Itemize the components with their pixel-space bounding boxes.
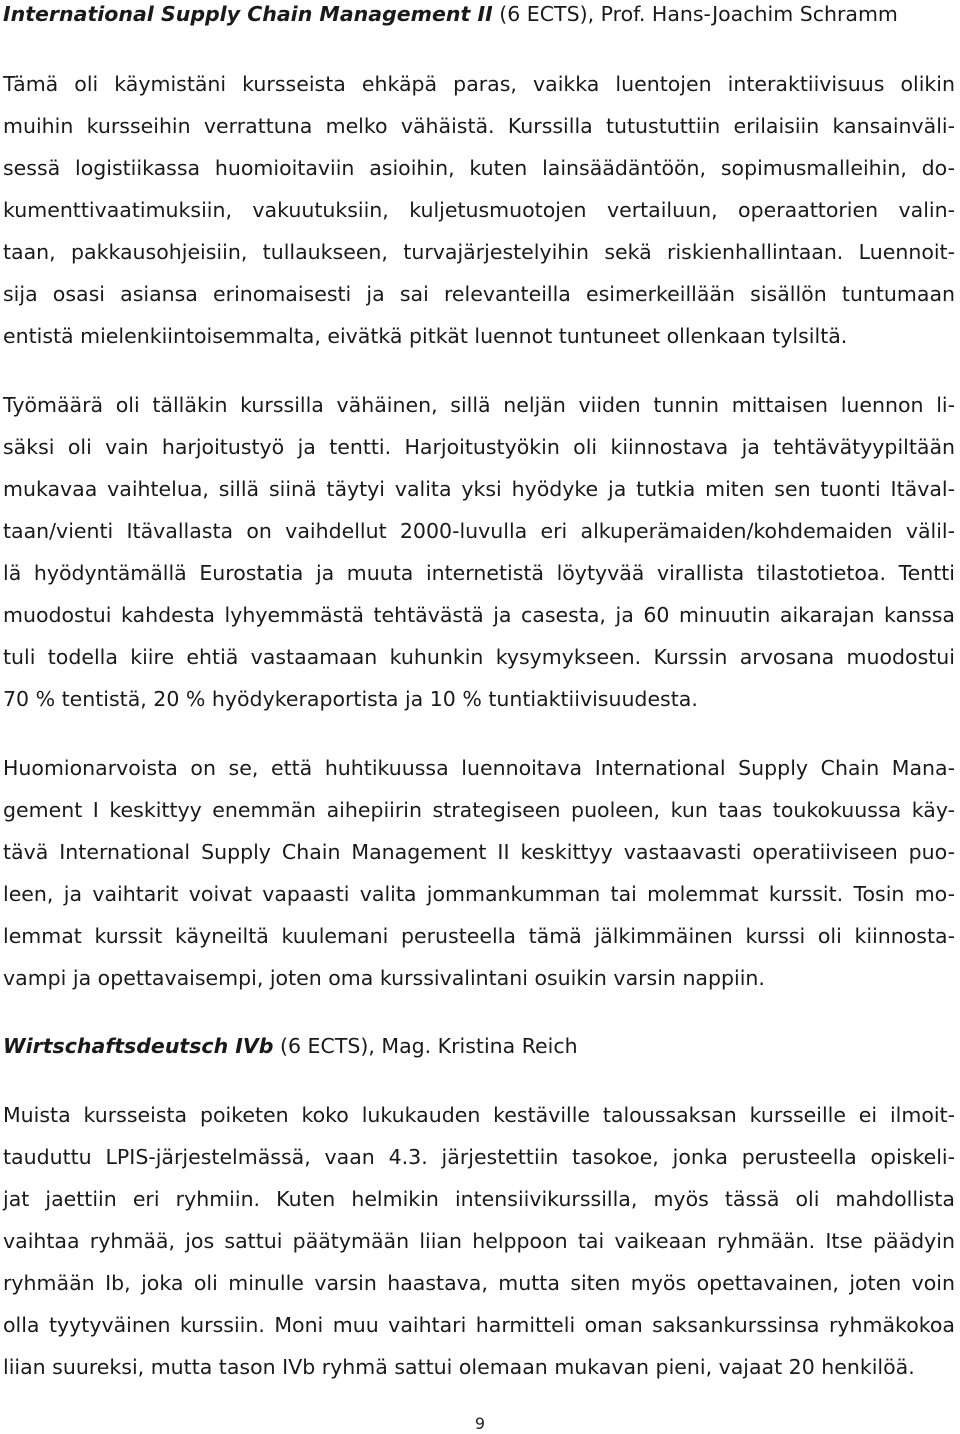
course-details: (6 ECTS), Mag. Kristina Reich xyxy=(273,1034,578,1058)
text-line: entistä mielenkiintoisemmalta, eivätkä pitkät luennot tuntuneet ollenkaan tylsiltä. xyxy=(3,324,848,348)
text-line: muihin kursseihin verrattuna melko vähäistä. Kurssilla tutustuttiin erilaisiin kansainväli- xyxy=(3,114,955,138)
text-line: sija osasi asiansa erinomaisesti ja sai relevanteilla esimerkeillään sisällön tuntumaan xyxy=(3,282,955,306)
text-line: Tämä oli käymistäni kursseista ehkäpä paras, vaikka luentojen interaktiivisuus olikin xyxy=(3,72,955,96)
text-line: 70 % tentistä, 20 % hyödykeraportista ja 10 % tuntiaktiivisuudesta. xyxy=(3,687,698,711)
text-line: ryhmään Ib, joka oli minulle varsin haastava, mutta siten myös opettavainen, joten voin xyxy=(3,1271,955,1295)
course-title: International Supply Chain Management II xyxy=(3,2,493,26)
text-line: gement I keskittyy enemmän aihepiirin strategiseen puoleen, kun taas toukokuussa käy- xyxy=(3,798,955,822)
course-details: (6 ECTS), Prof. Hans-Joachim Schramm xyxy=(492,2,898,26)
text-line: tävä International Supply Chain Management II keskittyy vastaavasti operatiiviseen puo- xyxy=(3,840,955,864)
text-line: Muista kursseista poiketen koko lukukauden kestäville taloussaksan kursseille ei ilmoit- xyxy=(3,1103,955,1127)
text-line: tauduttu LPIS-järjestelmässä, vaan 4.3. järjestettiin tasokoe, jonka perusteella opiskeli- xyxy=(3,1145,955,1169)
text-line: liian suureksi, mutta tason IVb ryhmä sattui olemaan mukavan pieni, vajaat 20 henkilöä. xyxy=(3,1355,915,1379)
text-line: muodostui kahdesta lyhyemmästä tehtävästä ja casesta, ja 60 minuutin aikarajan kanssa xyxy=(3,603,955,627)
text-line: säksi oli vain harjoitustyö ja tentti. Harjoitustyökin oli kiinnostava ja tehtävätyypiltään xyxy=(3,435,955,459)
text-line: vaihtaa ryhmää, jos sattui päätymään liian helppoon tai vaikeaan ryhmään. Itse päädyin xyxy=(3,1229,955,1253)
text-line: tuli todella kiire ehtiä vastaamaan kuhunkin kysymykseen. Kurssin arvosana muodostui xyxy=(3,645,955,669)
page-number: 9 xyxy=(474,1414,486,1433)
text-line: leen, ja vaihtarit voivat vapaasti valita jommankumman tai molemmat kurssit. Tosin mo- xyxy=(3,882,955,906)
text-line: Huomionarvoista on se, että huhtikuussa luennoitava International Supply Chain Mana- xyxy=(3,756,955,780)
text-line: vampi ja opettavaisempi, joten oma kurssivalintani osuikin varsin nappiin. xyxy=(3,966,765,990)
course-heading xyxy=(3,1,955,27)
text-line: sessä logistiikassa huomioitaviin asioihin, kuten lainsäädäntöön, sopimusmalleihin, do- xyxy=(3,156,955,180)
text-line: taan, pakkausohjeisiin, tullaukseen, turvajärjestelyihin sekä riskienhallintaan. Luennoit- xyxy=(3,240,955,264)
course-heading xyxy=(3,1033,955,1059)
text-line: taan/vienti Itävallasta on vaihdellut 2000-luvulla eri alkuperämaiden/kohdemaiden välil- xyxy=(3,519,955,543)
text-line: lä hyödyntämällä Eurostatia ja muuta internetistä löytyvää virallista tilastotietoa. Tentti xyxy=(3,561,955,585)
text-line: lemmat kurssit käyneiltä kuulemani perusteella tämä jälkimmäinen kurssi oli kiinnosta- xyxy=(3,924,955,948)
text-line: Työmäärä oli tälläkin kurssilla vähäinen, sillä neljän viiden tunnin mittaisen luennon li- xyxy=(3,393,955,417)
course-title: Wirtschaftsdeutsch IVb xyxy=(3,1034,274,1058)
text-line: mukavaa vaihtelua, sillä siinä täytyi valita yksi hyödyke ja tutkia miten sen tuonti Itäval- xyxy=(3,477,955,501)
text-line: jat jaettiin eri ryhmiin. Kuten helmikin intensiivikurssilla, myös tässä oli mahdollista xyxy=(3,1187,955,1211)
text-line: kumenttivaatimuksiin, vakuutuksiin, kuljetusmuotojen vertailuun, operaattorien valin- xyxy=(3,198,955,222)
text-line: olla tyytyväinen kurssiin. Moni muu vaihtari harmitteli oman saksankurssinsa ryhmäkokoa xyxy=(3,1313,955,1337)
